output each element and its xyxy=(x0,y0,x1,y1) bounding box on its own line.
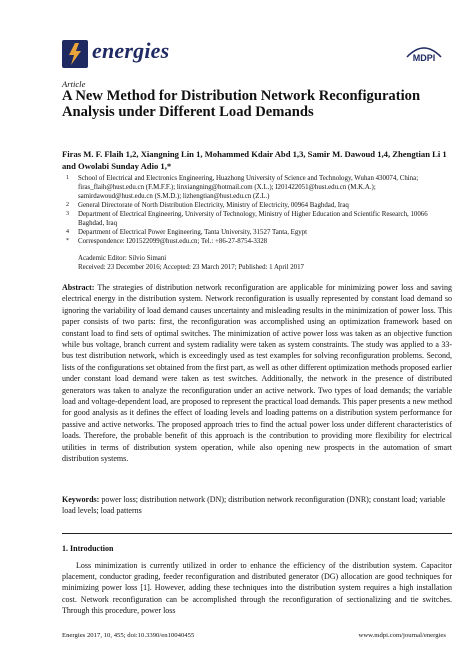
affiliation-number: 1 xyxy=(66,175,69,181)
journal-name: energies xyxy=(92,38,170,63)
publisher-name: MDPI xyxy=(412,53,436,63)
keywords-label: Keywords: xyxy=(62,495,100,504)
affiliation-text: General Directorate of North Distribution Electricity, Ministry of Electricity, 00964 Baghdad, Iraq xyxy=(78,202,349,209)
affiliation-text: School of Electrical and Electronics Engineering, Huazhong University of Science and Technology, Wuhan 430074, China; firas_flaih@hust.edu.cn (F.M.F.F.); linxiangning@hotmail.com (X.L.); I201422051@hust.edu.cn (M.K.A.); samirdawoud@hust.edu.cn (S.M.D.); lizhengtian@hust.edu.cn (Z.L.) xyxy=(78,175,419,201)
footer-url[interactable]: www.mdpi.com/journal/energies xyxy=(358,632,446,639)
author-list: Firas M. F. Flaih 1,2, Xiangning Lin 1, Mohammed Kdair Abd 1,3, Samir M. Dawoud 1,4, Zhengtian Li 1 and Owolabi Sunday Adio 1,* xyxy=(62,149,447,171)
section-heading: 1. Introduction xyxy=(62,544,114,553)
affiliation-number: 4 xyxy=(66,229,69,235)
keywords-text: power loss; distribution network (DN); distribution network reconfiguration (DNR); constant load; variable load levels; load patterns xyxy=(62,495,446,516)
affiliation-number: * xyxy=(66,238,69,244)
academic-editor: Academic Editor: Silvio Simani xyxy=(78,255,167,262)
body-text xyxy=(62,560,452,616)
abstract xyxy=(62,282,452,465)
affiliation-number: 3 xyxy=(66,211,69,217)
divider xyxy=(62,533,452,534)
mdpi-logo-icon xyxy=(404,43,444,63)
publication-dates: Received: 23 December 2016; Accepted: 23 March 2017; Published: 1 April 2017 xyxy=(78,264,305,271)
affiliation-text: Department of Electrical Power Engineering, Tanta University, 31527 Tanta, Egypt xyxy=(78,229,308,236)
abstract-label: Abstract: xyxy=(62,283,95,292)
abstract-text: The strategies of distribution network reconfiguration are applicable for minimizing power loss and saving electrical energy in the distribution system. Network reconfiguration is usually represented by constant load demand so ignoring the variability of load demand causes uncertainty and misleading results in the minimization of power loss. This paper consists of two parts: first, the reconfiguration was accomplished using an optimization framework based on constant load to find sets of optimal switches. The minimization of active power loss was taken as an objective function while bus voltage, branch current and system radiality were taken as system constraints. The study was applied to a 33-bus test distribution network, which is exceedingly used as test examples for solving reconfiguration problems. Second, lists of the configurations set obtained from the first part, as well as other different optimization methods proposed earlier under constant load demand were taken as test switches. Additionally, the network in the presence of distributed generators was taken to analyze the reconfiguration under an active network. Two types of load demands; the variable load and voltage-dependent load, are proposed to represent the practical load demands. This paper presents a new method for good analysis as it defines the effect of loading levels and loading patterns on a distribution system performance for passive and active networks. The proposed approach tries to find the actual power loss under different characteristics of loads. Therefore, the probable benefit of this approach is the contribution to providing more flexibility for electrical utilities in terms of distribution system operation, while also opening new prospects in the automation of smart distribution systems. xyxy=(62,283,452,464)
article-type: Article xyxy=(62,79,86,89)
energies-logo-icon xyxy=(62,40,88,68)
footer-citation: Energies 2017, 10, 455; doi:10.3390/en10040455 xyxy=(62,632,195,639)
paper-title: A New Method for Distribution Network Reconfiguration Analysis under Different Load Demands xyxy=(62,88,421,120)
affiliation-number: 2 xyxy=(66,202,69,208)
keywords xyxy=(62,494,452,517)
intro-paragraph: Loss minimization is currently utilized in order to enhance the efficiency of the distribution system. Capacitor placement, conductor grading, feeder reconfiguration and distributed generator (DG) allocation are good techniques for minimizing power loss [1]. However, adding these techniques into the distribution system requires a high installation cost. Network reconfiguration can be accomplished through the reconfiguration of sectionalizing and tie switches. Through this procedure, power loss xyxy=(62,561,452,615)
affiliation-text: Correspondence: I201522099@hust.edu.cn; Tel.: +86-27-8754-3328 xyxy=(78,238,268,245)
affiliation-text: Department of Electrical Engineering, University of Technology, Ministry of Higher Education and Scientific Research, 10066 Baghdad, Iraq xyxy=(78,211,428,228)
